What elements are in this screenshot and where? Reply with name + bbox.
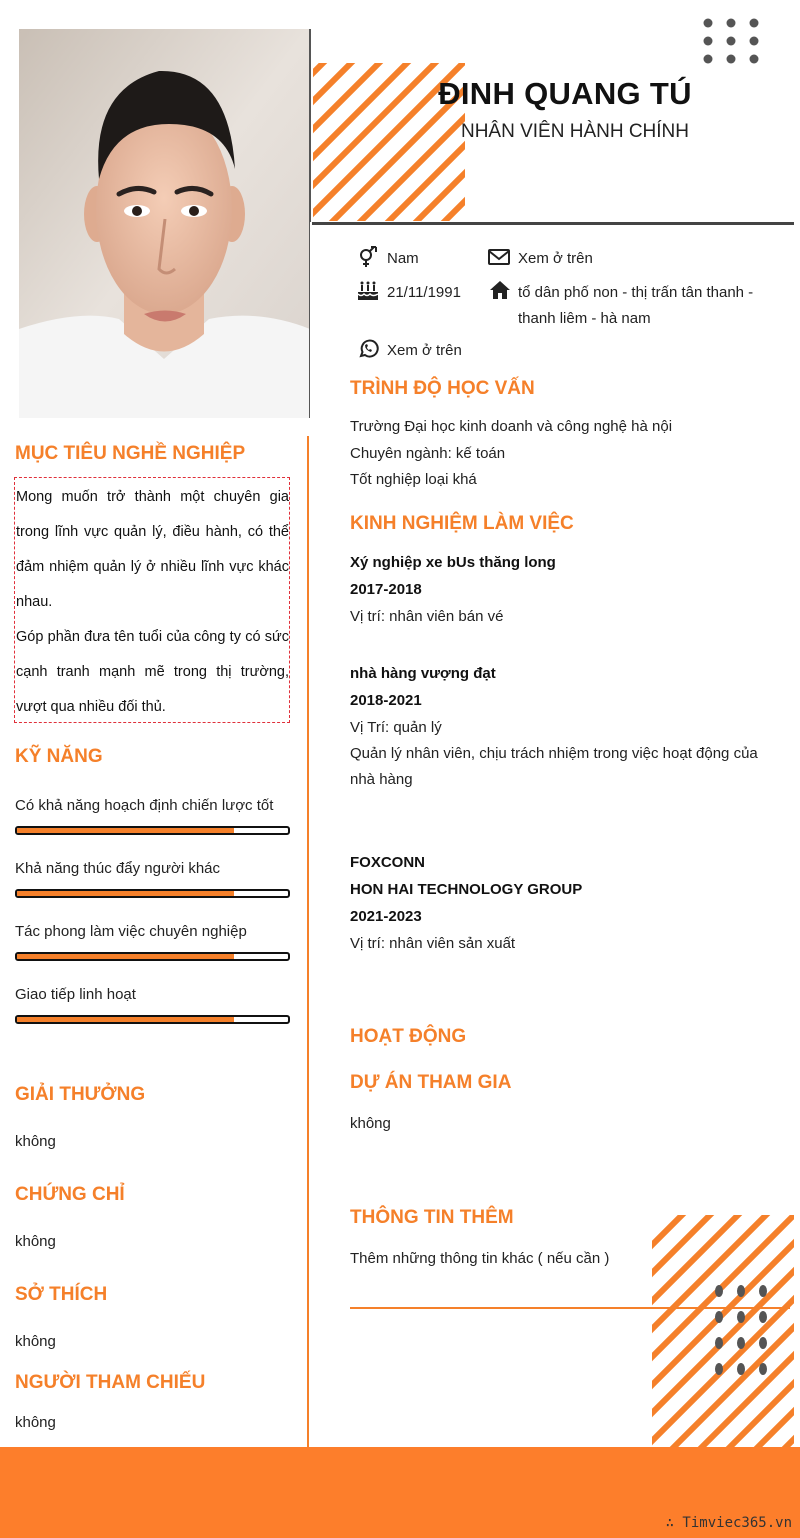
job-period: 2021-2023 xyxy=(350,908,422,925)
whatsapp-icon xyxy=(357,338,379,360)
education-major: Chuyên ngành: kế toán xyxy=(350,445,506,462)
skill-bar-fill xyxy=(17,828,234,833)
education-school: Trường Đại học kinh doanh và công nghệ hà nội xyxy=(350,418,673,435)
references-title: NGƯỜI THAM CHIẾU xyxy=(15,1372,206,1393)
job-description: nhà hàng xyxy=(350,771,413,788)
skill-label: Có khả năng hoạch định chiến lược tốt xyxy=(15,797,274,814)
skill-label: Tác phong làm việc chuyên nghiệp xyxy=(15,923,247,940)
job-position: Vị trí: nhân viên sản xuất xyxy=(350,935,516,952)
job-description: Quản lý nhân viên, chịu trách nhiệm trong việc hoạt động của xyxy=(350,745,758,762)
career-objective-paragraph-1: Mong muốn trở thành một chuyên gia trong lĩnh vực quản lý, điều hành, có thể đảm nhiệm quản lý ở nhiều lĩnh vực khác nhau. xyxy=(16,489,289,610)
education-grade: Tốt nghiệp loại khá xyxy=(350,471,477,488)
skill-bar xyxy=(15,889,290,898)
hobbies-value: không xyxy=(15,1333,56,1350)
avatar-photo xyxy=(19,29,310,418)
skill-bar xyxy=(15,1015,290,1024)
job-company: Xý nghiệp xe bUs thăng long xyxy=(350,554,556,571)
job-period: 2017-2018 xyxy=(350,581,422,598)
candidate-name: ĐINH QUANG TÚ xyxy=(438,76,692,111)
birthday-value: 21/11/1991 xyxy=(387,284,461,301)
career-objective-box xyxy=(14,477,290,723)
job-company-full: HON HAI TECHNOLOGY GROUP xyxy=(350,881,583,898)
additional-info-title: THÔNG TIN THÊM xyxy=(350,1207,514,1228)
dots-decoration-icon xyxy=(700,16,762,66)
skill-bar xyxy=(15,952,290,961)
brand-watermark[interactable]: ∴ Timviec365.vn xyxy=(665,1515,792,1531)
additional-info-value: Thêm những thông tin khác ( nếu cần ) xyxy=(350,1250,610,1267)
references-value: không xyxy=(15,1414,56,1431)
activities-title: HOẠT ĐỘNG xyxy=(350,1026,467,1047)
awards-value: không xyxy=(15,1133,56,1150)
phone-value[interactable]: Xem ở trên xyxy=(387,342,462,359)
skill-bar-fill xyxy=(17,1017,234,1022)
career-objective-title: MỤC TIÊU NGHỀ NGHIỆP xyxy=(15,443,246,464)
job-company: nhà hàng vượng đạt xyxy=(350,665,496,682)
skill-bar-fill xyxy=(17,954,234,959)
certificates-value: không xyxy=(15,1233,56,1250)
career-objective-paragraph-2: Góp phần đưa tên tuổi của công ty có sức cạnh tranh mạnh mẽ trong thị trường, vượt qua nhiều đối thủ. xyxy=(16,629,289,715)
hobbies-title: SỞ THÍCH xyxy=(15,1284,108,1305)
dots-decoration-icon xyxy=(712,1283,770,1375)
job-position: Vị Trí: quản lý xyxy=(350,719,442,736)
job-company: FOXCONN xyxy=(350,854,425,871)
gender-icon xyxy=(357,246,379,268)
email-icon xyxy=(488,247,510,269)
skill-bar xyxy=(15,826,290,835)
job-period: 2018-2021 xyxy=(350,692,422,709)
header-divider-vertical xyxy=(310,29,311,222)
education-title: TRÌNH ĐỘ HỌC VẤN xyxy=(350,378,535,399)
skill-bar-fill xyxy=(17,891,234,896)
home-icon xyxy=(489,280,511,302)
skills-title: KỸ NĂNG xyxy=(15,746,103,767)
column-divider xyxy=(307,436,309,1448)
skill-label: Giao tiếp linh hoạt xyxy=(15,986,136,1003)
gender-value: Nam xyxy=(387,250,419,267)
address-line-1: tổ dân phố non - thị trấn tân thanh - xyxy=(518,284,754,301)
skill-label: Khả năng thúc đẩy người khác xyxy=(15,860,221,877)
job-title: NHÂN VIÊN HÀNH CHÍNH xyxy=(460,121,690,142)
certificates-title: CHỨNG CHỈ xyxy=(15,1184,125,1205)
email-value[interactable]: Xem ở trên xyxy=(518,250,593,267)
birthday-cake-icon xyxy=(357,280,379,302)
awards-title: GIẢI THƯỞNG xyxy=(15,1084,146,1105)
avatar xyxy=(19,29,310,418)
experience-title: KINH NGHIỆM LÀM VIỆC xyxy=(350,513,574,534)
projects-title: DỰ ÁN THAM GIA xyxy=(350,1072,512,1093)
header-divider xyxy=(312,222,794,225)
address-line-2: thanh liêm - hà nam xyxy=(518,310,651,327)
projects-value: không xyxy=(350,1115,391,1132)
additional-info-divider xyxy=(350,1307,790,1309)
job-position: Vị trí: nhân viên bán vé xyxy=(350,608,504,625)
